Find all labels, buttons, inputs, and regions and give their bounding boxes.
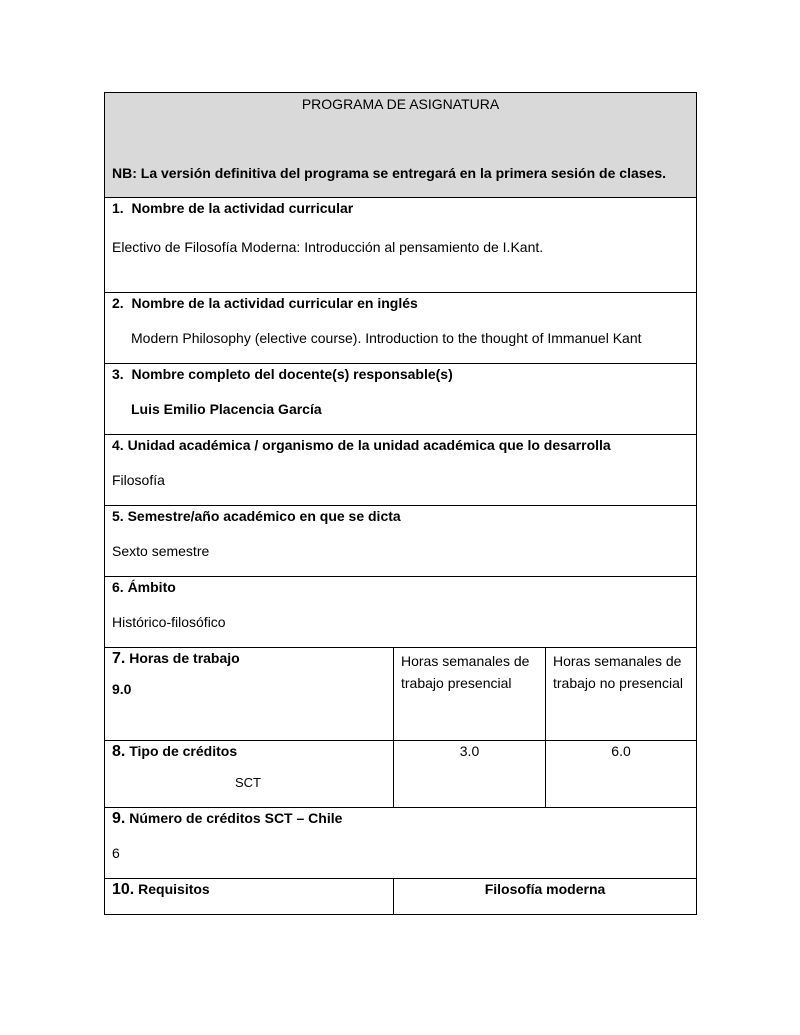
section-1-row	[105, 198, 697, 293]
section-5-label: 5. Semestre/año académico en que se dicta	[112, 508, 401, 524]
section-8-number: 8.	[112, 743, 126, 760]
section-7-number: 7.	[112, 650, 126, 667]
section-1-number: 1.	[112, 200, 124, 216]
section-7-cell	[105, 648, 394, 741]
section-7-col3: Horas semanales de trabajo no presencial	[553, 653, 683, 691]
section-10-label: Requisitos	[138, 881, 210, 897]
program-table	[104, 92, 697, 915]
section-6-label: 6. Ámbito	[112, 579, 176, 595]
section-8-col3-cell	[546, 741, 697, 808]
section-1-cell	[105, 198, 697, 293]
section-1-label: Nombre de la actividad curricular	[131, 200, 354, 216]
section-3-value: Luis Emilio Placencia García	[131, 401, 322, 417]
section-7-row	[105, 648, 697, 741]
section-5-row	[105, 506, 697, 577]
section-6-value: Histórico-filosófico	[112, 614, 226, 630]
section-9-label: Número de créditos SCT – Chile	[129, 810, 343, 826]
section-9-cell	[105, 808, 697, 879]
section-10-value-cell	[394, 879, 697, 915]
section-8-cell	[105, 741, 394, 808]
section-3-cell	[105, 364, 697, 435]
section-7-col2: Horas semanales de trabajo presencial	[401, 653, 530, 691]
section-2-cell	[105, 293, 697, 364]
section-1-value: Electivo de Filosofía Moderna: Introducción al pensamiento de I.Kant.	[112, 239, 544, 255]
section-4-row	[105, 435, 697, 506]
program-note: NB: La versión definitiva del programa se entregará en la primera sesión de clases.	[112, 165, 666, 181]
section-2-label: Nombre de la actividad curricular en inglés	[131, 295, 418, 311]
section-2-row	[105, 293, 697, 364]
section-6-cell	[105, 577, 697, 648]
section-8-col2-cell	[394, 741, 546, 808]
header-row	[105, 93, 697, 198]
section-7-col3-cell	[546, 648, 697, 741]
section-9-number: 9.	[112, 810, 126, 827]
section-8-col2: 3.0	[459, 743, 480, 759]
section-3-label: Nombre completo del docente(s) responsable(s)	[131, 366, 453, 382]
section-9-row	[105, 808, 697, 879]
section-10-row	[105, 879, 697, 915]
section-2-number: 2.	[112, 295, 124, 311]
section-10-value: Filosofía moderna	[484, 881, 606, 897]
section-7-value: 9.0	[112, 681, 132, 697]
section-9-value: 6	[112, 845, 120, 861]
section-4-value: Filosofía	[112, 472, 165, 488]
section-6-row	[105, 577, 697, 648]
section-3-row	[105, 364, 697, 435]
section-8-label: Tipo de créditos	[129, 743, 238, 759]
section-5-cell	[105, 506, 697, 577]
section-10-cell	[105, 879, 394, 915]
section-8-value: SCT	[235, 775, 261, 790]
section-3-number: 3.	[112, 366, 124, 382]
section-8-col3: 6.0	[611, 743, 631, 759]
section-7-label: Horas de trabajo	[129, 650, 240, 666]
section-4-label: 4. Unidad académica / organismo de la unidad académica que lo desarrolla	[112, 437, 611, 453]
section-5-value: Sexto semestre	[112, 543, 210, 559]
section-4-cell	[105, 435, 697, 506]
section-8-row	[105, 741, 697, 808]
header-cell	[105, 93, 697, 198]
section-7-col2-cell	[394, 648, 546, 741]
program-title: PROGRAMA DE ASIGNATURA	[301, 96, 500, 112]
section-2-value: Modern Philosophy (elective course). Introduction to the thought of Immanuel Kant	[131, 330, 642, 346]
section-10-number: 10.	[112, 881, 135, 898]
